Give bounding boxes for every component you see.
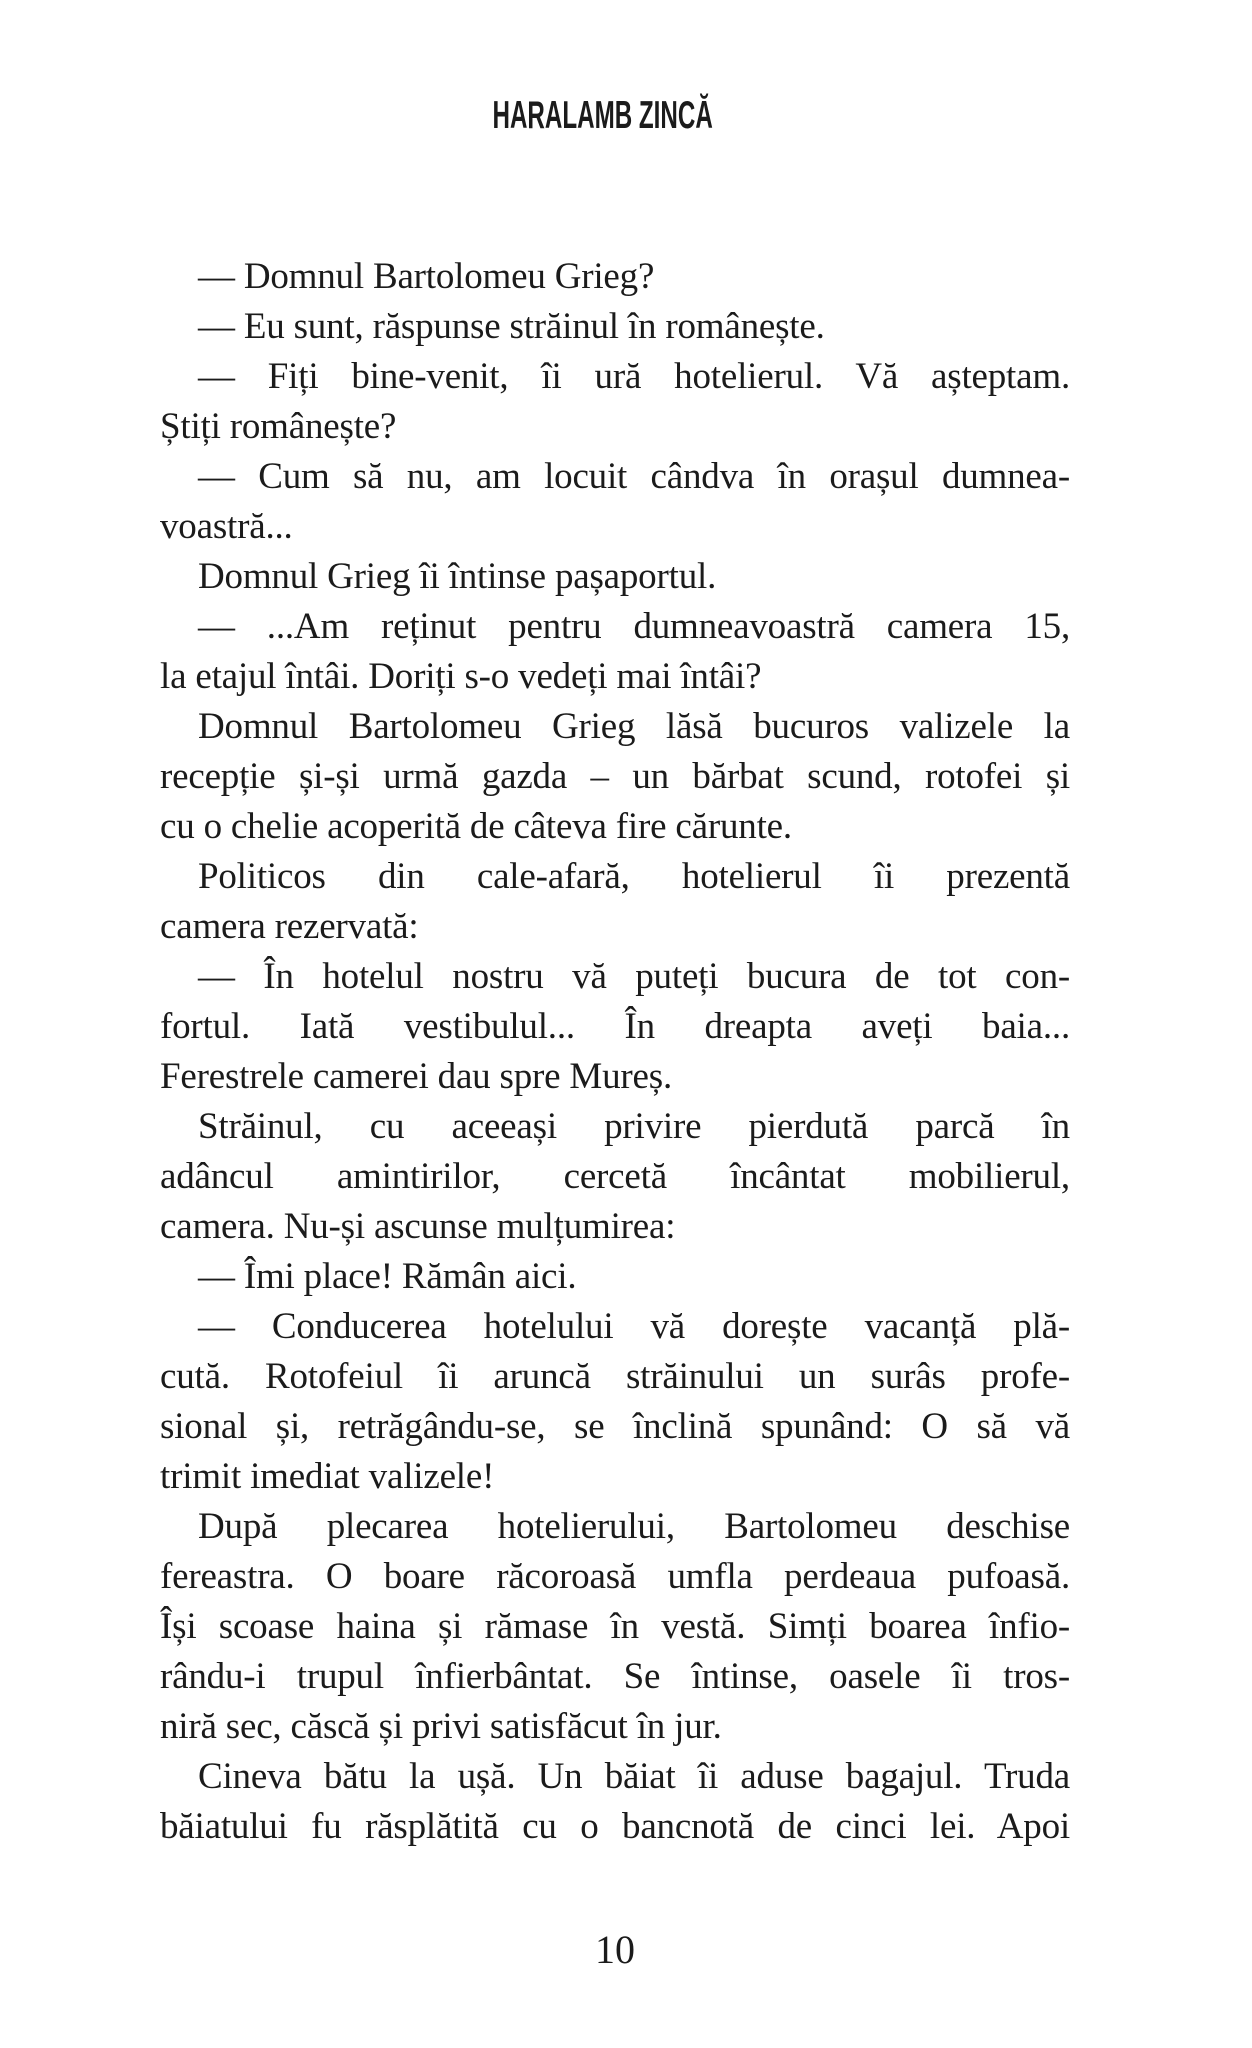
text-line: Știți românește? [160,406,397,447]
text-line: cută. Rotofeiul îi aruncă străinului un surâs profe- [160,1356,1070,1397]
text-line: — Domnul Bartolomeu Grieg? [198,256,655,297]
text-line: băiatului fu răsplătită cu o bancnotă de cinci lei. Apoi [160,1806,1070,1847]
text-line: Ferestrele camerei dau spre Mureș. [160,1056,672,1097]
text-line: sional și, retrăgându-se, se înclină spunând: O să vă [160,1406,1070,1447]
text-line: — Fiți bine-venit, îi ură hotelierul. Vă așteptam. [198,356,1070,397]
text-line: voastră... [160,506,293,547]
text-line: adâncul amintirilor, cercetă încântat mobilierul, [160,1156,1070,1197]
text-line: trimit imediat valizele! [160,1456,495,1497]
text-line: Domnul Grieg îi întinse pașaportul. [198,556,717,597]
text-line: rându-i trupul înfierbântat. Se întinse, oasele îi tros- [160,1656,1070,1697]
text-line: — Cum să nu, am locuit cândva în orașul dumnea- [198,456,1070,497]
text-line: — Eu sunt, răspunse străinul în românește. [198,306,825,347]
text-line: — Îmi place! Rămân aici. [198,1256,577,1297]
text-line: — Conducerea hotelului vă dorește vacanță plă- [198,1306,1070,1347]
text-line: — În hotelul nostru vă puteți bucura de tot con- [198,956,1070,997]
text-line: După plecarea hotelierului, Bartolomeu deschise [198,1506,1070,1547]
text-line: Străinul, cu aceeași privire pierdută parcă în [198,1106,1070,1147]
text-line: cu o chelie acoperită de câteva fire cărunte. [160,806,792,847]
author-name: HARALAMB ZINCĂ [492,94,714,137]
text-line: — ...Am reținut pentru dumneavoastră camera 15, [198,606,1070,647]
running-header [0,96,1252,135]
text-line: Cineva bătu la ușă. Un băiat îi aduse bagajul. Truda [198,1756,1070,1797]
text-line: camera rezervată: [160,906,419,947]
text-line: fortul. Iată vestibulul... În dreapta aveți baia... [160,1006,1070,1047]
page-footer [0,1927,1252,1972]
text-line: fereastra. O boare răcoroasă umfla perdeaua pufoasă. [160,1556,1070,1597]
page-number: 10 [595,1927,635,1972]
text-line: camera. Nu-și ascunse mulțumirea: [160,1206,676,1247]
text-line: niră sec, căscă și privi satisfăcut în jur. [160,1706,722,1747]
text-line: Politicos din cale-afară, hotelierul îi prezentă [198,856,1070,897]
text-line: Își scoase haina și rămase în vestă. Simți boarea înfio- [160,1606,1070,1647]
text-line: Domnul Bartolomeu Grieg lăsă bucuros valizele la [198,706,1070,747]
text-body [160,252,1070,1852]
text-line: recepție și-și urmă gazda – un bărbat scund, rotofei și [160,756,1070,797]
text-line: la etajul întâi. Doriți s-o vedeți mai întâi? [160,656,762,697]
